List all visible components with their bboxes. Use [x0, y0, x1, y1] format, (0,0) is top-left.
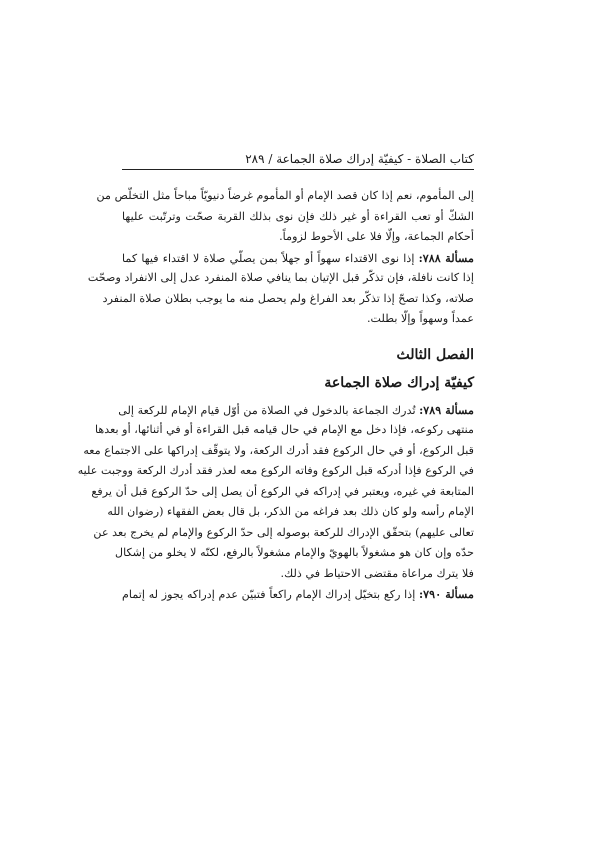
- issue-790-label: مسألة ٧٩٠:: [419, 587, 474, 601]
- section-title: كيفيّة إدراك صلاة الجماعة: [324, 374, 474, 391]
- text-line: أحكام الجماعة، وإلّا فلا على الأحوط لزوماً.: [279, 230, 474, 243]
- issue-790-first-text: إذا ركع بتخيّل إدراك الإمام راكعاً فتبيّن عدم إدراكه يجوز له إتمام: [122, 588, 420, 601]
- issue-789-label: مسألة ٧٨٩:: [419, 402, 474, 417]
- issue-789-first-line: [118, 400, 474, 421]
- running-title: كتاب الصلاة - كيفيّة إدراك صلاة الجماعة / ٢٨٩: [245, 152, 474, 166]
- text-line: صلاته، وكذا تصحّ إذا تذكّر بعد الفراغ ولم يحصل منه ما يوجب بطلان صلاة المنفرد: [102, 291, 474, 305]
- text-line: الإمام رأسه ولو كان ذلك بعد فراغه من الذكر، بل قال بعض الفقهاء (رضوان الله: [107, 505, 474, 518]
- page-body: [77, 186, 474, 605]
- header-rule: [122, 169, 474, 170]
- text-line: قبل الركوع، أو في حال الركوع فقد أدرك الركعة، ولا يتوقّف إدراكها على الاجتماع معه: [83, 443, 474, 457]
- text-line: الشكّ أو تعب القراءة أو غير ذلك فإن نوى بذلك القربة صحّت وترتّبت عليها: [122, 209, 474, 223]
- issue-788-first-line: [122, 248, 474, 269]
- text-line: عمداً وسهواً وإلّا بطلت.: [366, 312, 474, 325]
- text-line: منتهى ركوعه، فإذا دخل مع الإمام في حال قيامه قبل القراءة أو في أثنائها، أو بعدها: [94, 423, 474, 436]
- issue-789-first-text: تُدرك الجماعة بالدخول في الصلاة من أوّل قيام الإمام للركعة إلى: [118, 403, 420, 417]
- chapter-title: الفصل الثالث: [396, 346, 474, 363]
- issue-788-first-text: إذا نوى الاقتداء سهواً أو جهلاً بمن يصلّي صلاة لا اقتداء فيها كما: [122, 251, 419, 265]
- text-line: تعالى عليهم) بتحقّق الإدراك للركعة بوصوله إلى حدّ الركوع والإمام لم يخرج بعد عن: [93, 525, 474, 539]
- running-header: [122, 150, 474, 172]
- text-line: إلى المأموم، نعم إذا كان قصد الإمام أو المأموم غرضاً دنيويّاً مباحاً مثل التخلّص من: [96, 189, 474, 202]
- issue-788-label: مسألة ٧٨٨:: [418, 250, 474, 265]
- text-line: المتابعة في غيره، ويعتبر في إدراكه في الركوع أن يصل إلى حدّ الركوع قبل أن يرفع: [91, 484, 474, 498]
- text-line: إذا كانت نافلة، فإن تذكّر قبل الإتيان بما ينافي صلاة المنفرد عدل إلى الانفراد وصحّت: [87, 271, 474, 284]
- text-line: حدّه وإن كان هو مشغولاً بالهويّ والإمام مشغولاً بالرفع، لكنّه لا يخلو من إشكال: [114, 546, 474, 559]
- issue-790-first-line: [122, 584, 474, 605]
- text-line: في الركوع فإذا أدركه قبل الركوع وفاته الركوع معه لعذر فقد أدرك الركعة ووجبت عليه: [77, 464, 474, 477]
- text-line: فلا يترك مراعاة مقتضى الاحتياط في ذلك.: [280, 566, 474, 580]
